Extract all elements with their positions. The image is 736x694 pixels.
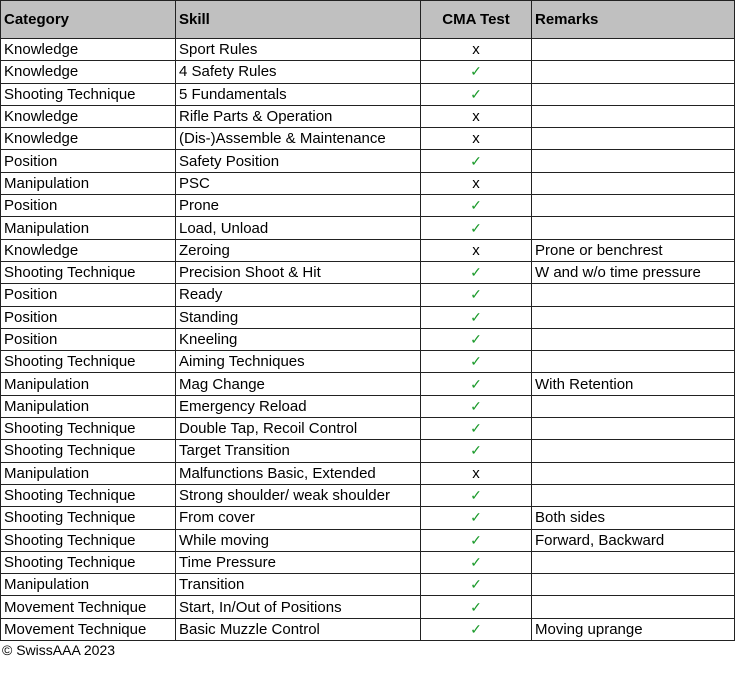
cross-mark-cell: x	[421, 128, 532, 150]
check-mark-icon: ✓	[421, 373, 532, 395]
remarks-cell	[532, 462, 735, 484]
skill-cell: Malfunctions Basic, Extended	[176, 462, 421, 484]
remarks-cell	[532, 484, 735, 506]
check-mark-icon: ✓	[421, 395, 532, 417]
skill-cell: Emergency Reload	[176, 395, 421, 417]
category-cell: Movement Technique	[1, 618, 176, 640]
skill-cell: Double Tap, Recoil Control	[176, 418, 421, 440]
remarks-cell	[532, 284, 735, 306]
category-cell: Manipulation	[1, 172, 176, 194]
skill-cell: Rifle Parts & Operation	[176, 105, 421, 127]
category-cell: Shooting Technique	[1, 507, 176, 529]
check-mark-icon: ✓	[421, 195, 532, 217]
header-skill: Skill	[176, 1, 421, 39]
remarks-cell	[532, 440, 735, 462]
table-row	[1, 217, 735, 239]
remarks-cell	[532, 105, 735, 127]
table-row	[1, 373, 735, 395]
table-row	[1, 172, 735, 194]
remarks-cell	[532, 172, 735, 194]
table-row	[1, 596, 735, 618]
check-mark-icon: ✓	[421, 484, 532, 506]
skill-cell: (Dis-)Assemble & Maintenance	[176, 128, 421, 150]
check-mark-icon: ✓	[421, 217, 532, 239]
category-cell: Knowledge	[1, 39, 176, 61]
check-mark-icon: ✓	[421, 306, 532, 328]
category-cell: Shooting Technique	[1, 351, 176, 373]
check-mark-icon: ✓	[421, 61, 532, 83]
skill-cell: Target Transition	[176, 440, 421, 462]
table-row	[1, 328, 735, 350]
table-row	[1, 484, 735, 506]
skill-cell: Start, In/Out of Positions	[176, 596, 421, 618]
remarks-cell	[532, 150, 735, 172]
category-cell: Manipulation	[1, 395, 176, 417]
remarks-cell	[532, 39, 735, 61]
table-row	[1, 284, 735, 306]
category-cell: Manipulation	[1, 373, 176, 395]
header-cma-test: CMA Test	[421, 1, 532, 39]
table-row	[1, 440, 735, 462]
check-mark-icon: ✓	[421, 618, 532, 640]
skill-cell: 4 Safety Rules	[176, 61, 421, 83]
category-cell: Knowledge	[1, 105, 176, 127]
cross-mark-cell: x	[421, 172, 532, 194]
category-cell: Knowledge	[1, 128, 176, 150]
category-cell: Position	[1, 328, 176, 350]
table-row	[1, 507, 735, 529]
skill-cell: From cover	[176, 507, 421, 529]
remarks-cell: Forward, Backward	[532, 529, 735, 551]
remarks-cell	[532, 128, 735, 150]
category-cell: Shooting Technique	[1, 484, 176, 506]
category-cell: Shooting Technique	[1, 529, 176, 551]
skill-cell: 5 Fundamentals	[176, 83, 421, 105]
cross-mark-cell: x	[421, 462, 532, 484]
check-mark-icon: ✓	[421, 507, 532, 529]
remarks-cell	[532, 551, 735, 573]
skill-cell: Strong shoulder/ weak shoulder	[176, 484, 421, 506]
category-cell: Movement Technique	[1, 596, 176, 618]
category-cell: Knowledge	[1, 239, 176, 261]
skill-cell: Load, Unload	[176, 217, 421, 239]
check-mark-icon: ✓	[421, 351, 532, 373]
table-row	[1, 61, 735, 83]
remarks-cell	[532, 596, 735, 618]
skill-cell: While moving	[176, 529, 421, 551]
skill-cell: Standing	[176, 306, 421, 328]
skill-cell: Sport Rules	[176, 39, 421, 61]
cross-mark-cell: x	[421, 39, 532, 61]
check-mark-icon: ✓	[421, 261, 532, 283]
table-row	[1, 462, 735, 484]
remarks-cell: Both sides	[532, 507, 735, 529]
table-row	[1, 83, 735, 105]
category-cell: Knowledge	[1, 61, 176, 83]
table-row	[1, 395, 735, 417]
skill-cell: Aiming Techniques	[176, 351, 421, 373]
cross-mark-cell: x	[421, 239, 532, 261]
skill-cell: Mag Change	[176, 373, 421, 395]
header-category: Category	[1, 1, 176, 39]
remarks-cell	[532, 306, 735, 328]
skill-cell: Ready	[176, 284, 421, 306]
check-mark-icon: ✓	[421, 551, 532, 573]
remarks-cell	[532, 351, 735, 373]
table-row	[1, 618, 735, 640]
table-row	[1, 39, 735, 61]
category-cell: Shooting Technique	[1, 83, 176, 105]
table-row	[1, 128, 735, 150]
remarks-cell	[532, 328, 735, 350]
skill-cell: Time Pressure	[176, 551, 421, 573]
table-row	[1, 574, 735, 596]
remarks-cell: W and w/o time pressure	[532, 261, 735, 283]
check-mark-icon: ✓	[421, 284, 532, 306]
remarks-cell	[532, 195, 735, 217]
remarks-cell	[532, 61, 735, 83]
cross-mark-cell: x	[421, 105, 532, 127]
table-row	[1, 306, 735, 328]
remarks-cell	[532, 418, 735, 440]
table-row	[1, 239, 735, 261]
remarks-cell	[532, 395, 735, 417]
table-row	[1, 418, 735, 440]
category-cell: Shooting Technique	[1, 261, 176, 283]
check-mark-icon: ✓	[421, 418, 532, 440]
table-row	[1, 150, 735, 172]
category-cell: Shooting Technique	[1, 440, 176, 462]
header-remarks: Remarks	[532, 1, 735, 39]
skill-cell: Safety Position	[176, 150, 421, 172]
table-row	[1, 551, 735, 573]
category-cell: Manipulation	[1, 574, 176, 596]
skill-cell: Prone	[176, 195, 421, 217]
remarks-cell	[532, 217, 735, 239]
copyright-footer: © SwissAAA 2023	[2, 642, 116, 659]
table-row	[1, 195, 735, 217]
remarks-cell: Moving uprange	[532, 618, 735, 640]
category-cell: Shooting Technique	[1, 551, 176, 573]
table-row	[1, 105, 735, 127]
category-cell: Manipulation	[1, 462, 176, 484]
check-mark-icon: ✓	[421, 83, 532, 105]
remarks-cell	[532, 574, 735, 596]
skill-cell: Basic Muzzle Control	[176, 618, 421, 640]
check-mark-icon: ✓	[421, 440, 532, 462]
category-cell: Position	[1, 150, 176, 172]
category-cell: Position	[1, 284, 176, 306]
table-row	[1, 351, 735, 373]
header-row	[1, 1, 735, 39]
remarks-cell: Prone or benchrest	[532, 239, 735, 261]
skill-cell: Transition	[176, 574, 421, 596]
remarks-cell	[532, 83, 735, 105]
check-mark-icon: ✓	[421, 596, 532, 618]
skill-cell: Precision Shoot & Hit	[176, 261, 421, 283]
check-mark-icon: ✓	[421, 574, 532, 596]
skill-cell: Zeroing	[176, 239, 421, 261]
table-row	[1, 261, 735, 283]
table-row	[1, 529, 735, 551]
category-cell: Position	[1, 195, 176, 217]
category-cell: Position	[1, 306, 176, 328]
category-cell: Shooting Technique	[1, 418, 176, 440]
check-mark-icon: ✓	[421, 328, 532, 350]
skill-cell: Kneeling	[176, 328, 421, 350]
check-mark-icon: ✓	[421, 150, 532, 172]
category-cell: Manipulation	[1, 217, 176, 239]
skill-cell: PSC	[176, 172, 421, 194]
check-mark-icon: ✓	[421, 529, 532, 551]
remarks-cell: With Retention	[532, 373, 735, 395]
